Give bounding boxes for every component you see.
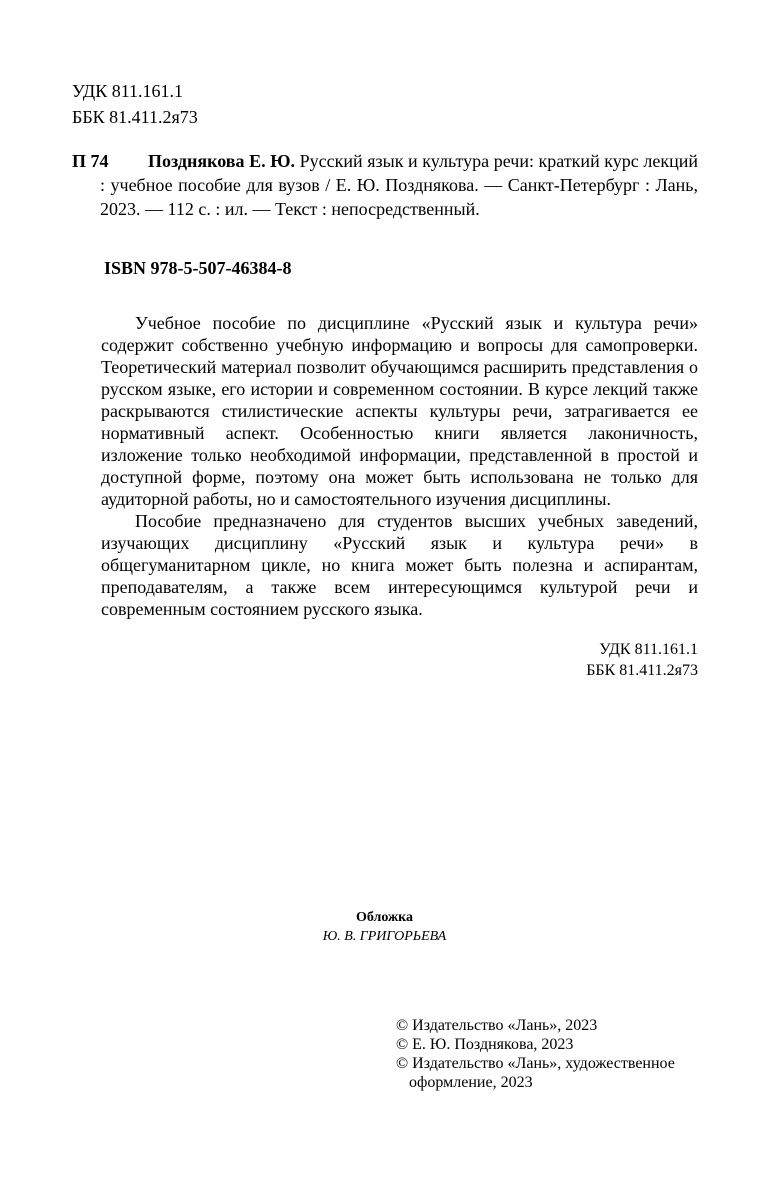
bbk-code: ББК 81.411.2я73: [586, 662, 698, 679]
author-name: Позднякова Е. Ю.: [148, 151, 296, 171]
bibliographic-record: [72, 149, 698, 221]
cover-label: Обложка: [355, 910, 414, 925]
author-sign: П 74: [72, 151, 109, 171]
classification-codes-bottom: [586, 639, 698, 681]
udk-code: УДК 811.161.1: [72, 81, 184, 101]
description-text: Русский язык и культура речи: краткий курс лекций : учебное пособие для вузов / Е. Ю. Позднякова. — Санкт-Петербург : Лань, 2023. — 112 с. : ил. — Текст : непосредственный.: [100, 151, 698, 219]
isbn: ISBN 978-5-507-46384-8: [104, 258, 292, 278]
copyright-line: © Издательство «Лань», художественное: [396, 1055, 675, 1072]
bibliographic-description: [100, 149, 698, 221]
copyright-line: © Издательство «Лань», 2023: [396, 1017, 598, 1034]
copyright-notices: [396, 1016, 701, 1092]
udk-code: УДК 811.161.1: [599, 641, 698, 658]
classification-codes-top: [72, 78, 198, 130]
copyright-line-continuation: оформление, 2023: [409, 1074, 533, 1091]
abstract-paragraph: Пособие предназначено для студентов высших учебных заведений, изучающих дисциплину «Русский язык и культура речи» в общегуманитарном цикле, но книга может быть полезна и аспирантам, преподавателям, а также всем интересующимся культурой речи и современным состоянием русского языка.: [101, 511, 698, 619]
cover-author: Ю. В. ГРИГОРЬЕВА: [322, 929, 447, 944]
copyright-line: © Е. Ю. Позднякова, 2023: [396, 1036, 574, 1053]
bbk-code: ББК 81.411.2я73: [72, 107, 198, 127]
abstract: [101, 312, 698, 620]
cover-credit: [0, 908, 769, 946]
abstract-paragraph: Учебное пособие по дисциплине «Русский язык и культура речи» содержит собственно учебную информацию и вопросы для самопроверки. Теоретический материал позволит обучающимся расширить представления о русском языке, его истории и современном состоянии. В курсе лекций также раскрываются стилистические аспекты культуры речи, затрагивается ее нормативный аспект. Особенностью книги является лаконичность, изложение только необходимой информации, представленной в простой и доступной форме, поэтому она может быть использована не только для аудиторной работы, но и самостоятельного изучения дисциплины.: [101, 313, 698, 509]
